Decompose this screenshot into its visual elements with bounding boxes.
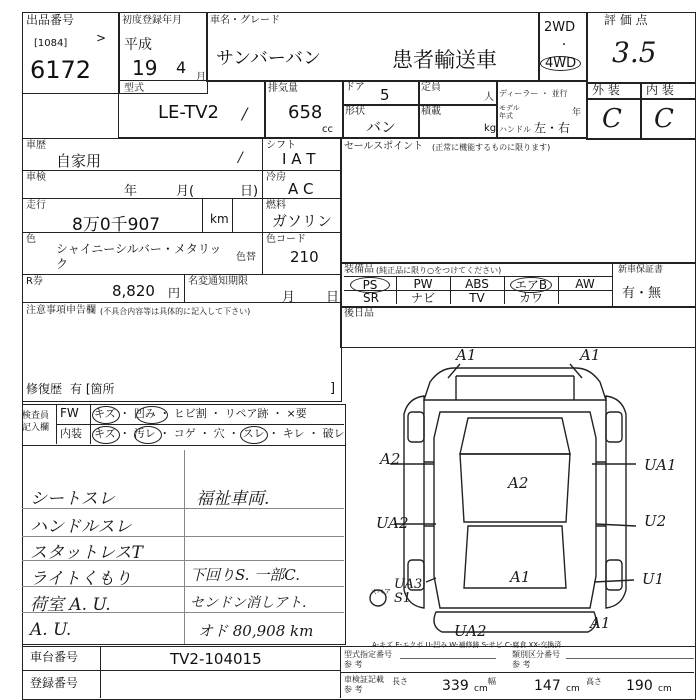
equipment-sub: (純正品に限り○をつけてください): [376, 266, 502, 275]
load-label: 積載: [421, 106, 441, 117]
in-label: 内装: [60, 427, 82, 440]
interior-grade: C: [654, 104, 674, 134]
inspection-label: 車検: [26, 172, 46, 183]
name-change-day: 日: [326, 290, 340, 305]
in-items: キズ ・ 汚レ ・ コゲ ・ 穴 ・ スレ ・ キレ ・ 破レ: [94, 427, 345, 440]
mark-u2-right: U2: [644, 512, 667, 530]
disp-label: 排気量: [268, 83, 298, 94]
color-change: 色替: [236, 252, 256, 263]
note-right-3: センドン消しアト.: [190, 595, 307, 611]
fw-circle-kizu: [92, 406, 120, 424]
repair-bracket: ]: [330, 381, 336, 396]
era: 平成: [124, 37, 152, 53]
recycle-unit: 円: [168, 286, 181, 300]
inspection-day: 日): [240, 184, 259, 199]
month-unit: 月: [196, 72, 206, 83]
mark-a1-center: A1: [510, 568, 531, 586]
month: 4: [176, 58, 187, 77]
chassis-label: 車台番号: [30, 650, 79, 664]
recycle: 8,820: [112, 282, 155, 300]
after-parts-block: [340, 306, 696, 348]
interior-label: 内 装: [646, 83, 674, 97]
door: 5: [380, 86, 390, 104]
recycle-label: R券: [26, 276, 43, 287]
color-code: 210: [290, 248, 319, 266]
seats-label: 定員: [421, 82, 441, 93]
mileage: 8万0千907: [72, 215, 161, 235]
shift: I A T: [282, 150, 316, 168]
year: 19: [132, 56, 158, 80]
length-label: 長さ: [392, 677, 408, 686]
mark-u1-right: U1: [642, 570, 665, 588]
width: 147: [534, 678, 561, 694]
lot-code: [1084]: [34, 38, 68, 49]
note-right-1: 福祉車両.: [196, 489, 270, 509]
spare-label: スペア: [370, 588, 391, 596]
door-label: ドア: [345, 82, 365, 93]
note-right-4: オド 80,908 km: [198, 622, 314, 640]
disp-unit: cc: [322, 124, 333, 135]
note-4: ライトくもり: [30, 569, 132, 589]
score-label: 評 価 点: [604, 13, 648, 27]
equip-leather: カワ: [518, 291, 543, 305]
type-label: 型式指定番号 参 考: [344, 650, 392, 669]
sales-sub: (正常に機能するものに限ります): [432, 143, 551, 152]
lot-mark: >: [96, 31, 107, 45]
after-parts-label: 後日品: [344, 308, 374, 319]
sales-label: セールスポイント: [344, 141, 424, 152]
length: 339: [442, 678, 469, 694]
note-right-2: 下回りS. 一部C.: [190, 566, 300, 584]
model: LE-TV2: [158, 102, 220, 123]
mark-ua2-left: UA2: [376, 514, 409, 532]
year-unit: 年: [572, 108, 582, 118]
model-slash: /: [242, 104, 248, 123]
mark-ua2-bottom: UA2: [454, 622, 487, 640]
sales-block: [340, 138, 696, 264]
history-slash: /: [238, 150, 243, 166]
note-5: 荷室 A. U.: [30, 595, 111, 615]
height: 190: [626, 678, 653, 694]
name-label: 車名・グレード: [210, 15, 280, 26]
shape: バン: [366, 118, 397, 136]
inspection-year: 年: [124, 184, 138, 199]
in-circle-sure: [240, 426, 268, 444]
legend: A-キズ E-エクボ U-凹み W-補修跡 S-サビ C-腐食 XX-交換済: [372, 641, 562, 649]
color-code-label: 色コード: [266, 234, 306, 245]
in-circle-kizu: [92, 426, 120, 444]
height-unit: cm: [658, 684, 672, 694]
note-3: スタットレスT: [30, 543, 143, 563]
class-label: 類別区分番号 参 考: [512, 650, 560, 669]
equipment-label: 装備品: [344, 264, 374, 275]
equip-airbag: エアB: [510, 277, 552, 293]
fw-circle-hekomi: [136, 406, 168, 424]
mark-ua3-s1: UA3 S1: [394, 577, 423, 606]
handle: 左・右: [534, 121, 571, 135]
reg-label: 初度登録年月: [122, 15, 182, 26]
fuel-label: 燃料: [266, 200, 286, 211]
mileage-label: 走行: [26, 200, 46, 211]
model-year-label: モデル 年式: [499, 104, 520, 120]
equip-navi: ナビ: [410, 291, 435, 305]
grade: 患者輸送車: [392, 48, 497, 72]
car-name: サンバーバン: [216, 48, 321, 69]
width-label: 幅: [488, 677, 496, 686]
handle-label: ハンドル: [499, 125, 531, 134]
length-unit: cm: [474, 684, 488, 694]
repair-label: 修復歴: [26, 382, 63, 396]
equip-abs: ABS: [465, 277, 489, 291]
ac-label: 冷房: [266, 172, 286, 183]
equip-tv: TV: [469, 291, 485, 305]
equip-ps: PS: [350, 277, 390, 293]
reg-number-label: 登録番号: [30, 676, 79, 690]
fw-items: キズ ・ 凹み ・ ヒビ割 ・ リペア跡 ・ ×要: [94, 407, 307, 420]
exterior-grade: C: [602, 104, 622, 134]
drive-2wd: 2WD: [544, 20, 576, 35]
color-label: 色: [26, 234, 36, 245]
disp: 658: [288, 102, 323, 123]
name-change-label: 名変通知期限: [188, 276, 248, 287]
equip-aw: AW: [575, 277, 595, 291]
chassis: TV2-104015: [170, 650, 262, 668]
note-6: A. U.: [30, 620, 72, 640]
mileage-unit: km: [210, 212, 229, 226]
fw-label: FW: [60, 406, 79, 420]
inspection-month: 月(: [176, 184, 195, 199]
dealer-label: ディーラー ・ 並行: [499, 89, 568, 98]
lot-number: 6172: [30, 56, 92, 84]
note-2: ハンドルスレ: [30, 517, 132, 537]
mark-a1-top-left: A1: [456, 346, 477, 364]
drive-dot: ・: [559, 40, 569, 51]
exterior-label: 外 装: [592, 83, 620, 97]
equip-sr: SR: [363, 291, 379, 305]
history-label: 車歴: [26, 140, 46, 151]
mark-a1-bottom-right: A1: [590, 614, 611, 632]
mark-a2-left: A2: [380, 450, 401, 468]
warranty-label: 新車保証書: [618, 265, 664, 275]
repair-value: 有 [箇所: [70, 382, 115, 396]
mark-a1-top-right: A1: [580, 346, 601, 364]
shape-label: 形状: [345, 106, 365, 117]
width-unit: cm: [566, 684, 580, 694]
notes-sub: (不具合内容等は具体的に記入して下さい): [100, 307, 251, 316]
fuel: ガソリン: [272, 212, 333, 230]
score: 3.5: [612, 36, 657, 69]
mark-a2-center: A2: [508, 474, 529, 492]
warranty: 有・無: [622, 286, 662, 301]
color: シャイニーシルバー・メタリック: [56, 242, 222, 271]
drive-4wd: 4WD: [540, 56, 581, 71]
notes-label: 注意事項申告欄: [26, 305, 96, 316]
inspector-label: 検査員 記入欄: [22, 411, 50, 433]
ac: A C: [288, 180, 314, 198]
name-change-month: 月: [282, 290, 296, 305]
equip-pw: PW: [413, 277, 433, 291]
load-unit: kg: [484, 123, 497, 134]
note-1: シートスレ: [30, 489, 115, 509]
mark-ua1-right: UA1: [644, 456, 677, 474]
height-label: 高さ: [586, 677, 602, 686]
in-circle-yogore: [134, 426, 162, 444]
history-value: 自家用: [56, 152, 102, 170]
dims-label: 車検証記載 参 考: [344, 675, 384, 694]
seats-unit: 人: [484, 92, 494, 103]
shift-label: シフト: [266, 140, 296, 151]
lot-label: 出品番号: [26, 13, 75, 27]
model-label: 型式: [124, 83, 144, 94]
